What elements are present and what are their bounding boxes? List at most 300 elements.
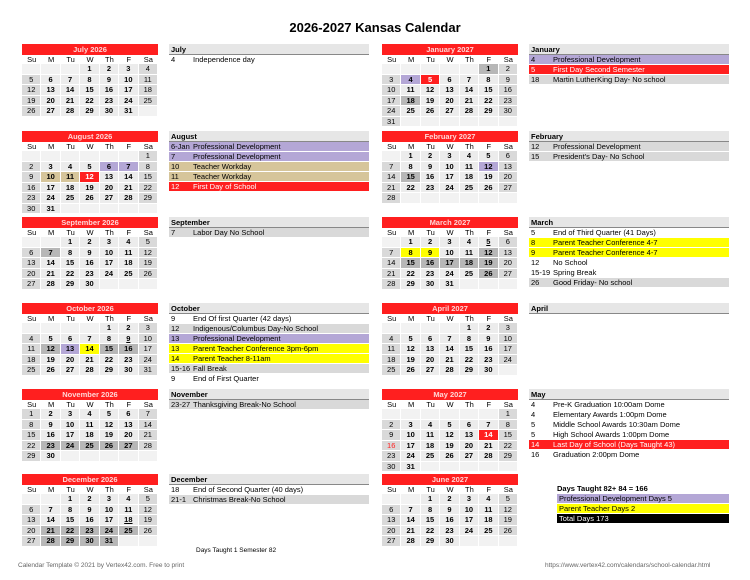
day-cell: 15 (22, 430, 41, 441)
event-text: Elementary Awards 1:00pm Dome (553, 410, 667, 419)
weekday-label: Th (465, 228, 474, 237)
event-date: 7 (171, 152, 176, 161)
day-cell: 21 (401, 526, 420, 537)
event-row (169, 55, 369, 65)
event-text: Christmas Break-No School (193, 495, 286, 504)
month-block (382, 389, 518, 472)
month-block (382, 131, 518, 204)
events-header: February (529, 131, 729, 142)
day-cell: 24 (100, 269, 119, 280)
weekday-label: Su (27, 142, 37, 151)
day-cell: 21 (139, 430, 158, 441)
day-cell: 30 (80, 279, 99, 290)
day-cell: 1 (80, 64, 99, 75)
day-cell: 3 (460, 494, 479, 505)
events-block (169, 389, 369, 410)
weekday-label: Tu (66, 55, 75, 64)
weekday-row (22, 314, 158, 323)
weekday-label: F (486, 485, 492, 494)
month-header: May 2027 (382, 389, 518, 400)
day-cell: 11 (22, 344, 41, 355)
day-cell: 6 (460, 420, 479, 431)
day-cell (421, 117, 440, 128)
day-cell: 15 (139, 172, 158, 183)
day-cell: 24 (41, 193, 60, 204)
day-cell: 17 (382, 96, 401, 107)
weekday-label: F (486, 228, 492, 237)
event-text: Middle School Awards 10:30am Dome (553, 420, 681, 429)
event-row (529, 152, 729, 162)
day-cell: 17 (139, 344, 158, 355)
day-cell: 11 (119, 248, 138, 259)
month-header: August 2026 (22, 131, 158, 142)
event-row (529, 65, 729, 75)
day-cell (479, 279, 498, 290)
day-cell (22, 151, 41, 162)
day-cell: 28 (440, 365, 459, 376)
day-cell: 5 (479, 237, 498, 248)
day-cell: 5 (401, 334, 420, 345)
day-cell: 10 (139, 334, 158, 345)
day-cell: 10 (440, 248, 459, 259)
day-cell: 21 (460, 96, 479, 107)
weekday-label: Tu (426, 142, 435, 151)
month-header: September 2026 (22, 217, 158, 228)
day-cell: 17 (440, 258, 459, 269)
day-cell: 15 (100, 344, 119, 355)
weekday-label: Sa (503, 55, 513, 64)
event-row (169, 354, 369, 364)
day-cell: 19 (479, 172, 498, 183)
day-cell: 14 (41, 258, 60, 269)
day-cell: 18 (479, 515, 498, 526)
day-cell: 10 (460, 505, 479, 516)
day-cell (440, 409, 459, 420)
day-cell: 20 (421, 355, 440, 366)
weekday-label: F (126, 400, 132, 409)
day-cell (421, 193, 440, 204)
day-cell: 29 (421, 536, 440, 547)
day-cell (499, 365, 518, 376)
day-cell: 1 (401, 237, 420, 248)
day-cell: 1 (61, 494, 80, 505)
day-cell: 14 (80, 344, 99, 355)
day-cell (401, 323, 420, 334)
day-cell: 3 (100, 237, 119, 248)
day-cell: 16 (421, 258, 440, 269)
day-cell: 14 (440, 344, 459, 355)
weekday-row (22, 400, 158, 409)
day-cell: 6 (41, 75, 60, 86)
day-cell: 21 (479, 441, 498, 452)
weekday-label: F (486, 314, 492, 323)
event-date: 14 (531, 440, 540, 449)
weekday-label: W (446, 314, 454, 323)
month-block (382, 303, 518, 376)
day-cell: 15 (61, 515, 80, 526)
day-cell: 18 (119, 515, 138, 526)
day-cell: 12 (440, 430, 459, 441)
day-cell: 7 (382, 248, 401, 259)
day-cell: 6 (119, 409, 138, 420)
day-cell: 30 (499, 106, 518, 117)
event-text: President's Day- No School (553, 152, 645, 161)
day-cell: 14 (382, 172, 401, 183)
day-cell: 4 (80, 409, 99, 420)
day-cell (460, 462, 479, 473)
day-cell: 17 (100, 515, 119, 526)
event-row (529, 450, 729, 460)
event-text: Professional Development (193, 334, 281, 343)
day-cell: 27 (22, 279, 41, 290)
day-cell: 6 (499, 237, 518, 248)
day-cell: 7 (80, 334, 99, 345)
weekday-label: W (86, 142, 94, 151)
weekday-label: Th (465, 314, 474, 323)
event-row (169, 172, 369, 182)
day-cell: 2 (499, 64, 518, 75)
day-cell (382, 151, 401, 162)
day-cell: 7 (119, 162, 138, 173)
day-cell (41, 151, 60, 162)
weekday-label: Tu (426, 485, 435, 494)
events-block (529, 44, 729, 85)
event-text: End Of first Quarter (42 days) (193, 314, 292, 323)
weekday-label: F (126, 314, 132, 323)
weekday-label: M (48, 55, 55, 64)
weekday-label: F (486, 400, 492, 409)
day-cell: 25 (22, 365, 41, 376)
day-cell: 30 (119, 365, 138, 376)
day-cell: 25 (139, 96, 158, 107)
summary-title: Days Taught 82+ 84 = 166 (557, 484, 729, 494)
day-cell (460, 409, 479, 420)
day-cell: 19 (401, 355, 420, 366)
weekday-label: W (446, 55, 454, 64)
day-cell: 4 (479, 494, 498, 505)
event-date: 4 (531, 410, 536, 419)
day-cell: 18 (460, 258, 479, 269)
day-cell (100, 204, 119, 215)
day-cell: 4 (61, 162, 80, 173)
event-row (529, 258, 729, 268)
day-cell (460, 64, 479, 75)
event-text: Independence day (193, 55, 255, 64)
day-cell (80, 451, 99, 462)
day-cell: 2 (80, 494, 99, 505)
day-cell: 22 (401, 183, 420, 194)
summary-row: Professional Development Days 5 (557, 494, 729, 504)
month-header: January 2027 (382, 44, 518, 55)
weekday-label: Su (387, 314, 397, 323)
day-cell: 11 (119, 505, 138, 516)
day-cell: 28 (401, 536, 420, 547)
day-cell: 8 (80, 75, 99, 86)
day-cell: 17 (100, 258, 119, 269)
day-cell: 17 (61, 430, 80, 441)
day-cell: 25 (61, 193, 80, 204)
day-cell: 22 (421, 526, 440, 537)
day-cell: 23 (100, 96, 119, 107)
day-cell: 1 (22, 409, 41, 420)
day-cell: 30 (41, 451, 60, 462)
weekday-label: Su (387, 485, 397, 494)
day-cell: 14 (460, 85, 479, 96)
day-cell: 28 (41, 279, 60, 290)
event-text: Indigenous/Columbus Day-No School (193, 324, 319, 333)
event-date: 9 (171, 374, 176, 383)
day-cell: 27 (100, 193, 119, 204)
day-cell: 1 (499, 409, 518, 420)
day-cell: 13 (22, 258, 41, 269)
day-cell: 22 (499, 441, 518, 452)
day-cell (22, 64, 41, 75)
weekday-label: M (48, 228, 55, 237)
day-cell: 16 (22, 183, 41, 194)
event-text: Teacher Workday (193, 162, 252, 171)
day-cell: 20 (440, 96, 459, 107)
day-cell: 5 (139, 237, 158, 248)
day-cell: 24 (440, 183, 459, 194)
day-cell: 30 (479, 365, 498, 376)
day-cell (401, 117, 420, 128)
day-cell: 16 (41, 430, 60, 441)
day-cell (479, 117, 498, 128)
day-cell: 3 (440, 151, 459, 162)
day-cell: 12 (139, 248, 158, 259)
event-text: High School Awards 1:00pm Dome (553, 430, 670, 439)
day-cell: 24 (100, 526, 119, 537)
day-cell: 1 (401, 151, 420, 162)
day-cell: 28 (382, 279, 401, 290)
event-date: 12 (171, 182, 180, 191)
day-cell: 12 (41, 344, 60, 355)
day-cell (479, 409, 498, 420)
day-cell: 20 (22, 269, 41, 280)
weekday-label: Th (105, 485, 114, 494)
footer-left: Calendar Template © 2021 by Vertex42.com. Free to print (18, 562, 185, 569)
month-block (22, 389, 158, 462)
event-date: 26 (531, 278, 540, 287)
day-cell: 20 (22, 526, 41, 537)
day-cell: 8 (401, 162, 420, 173)
day-cell: 3 (41, 162, 60, 173)
event-text: First Day Second Semester (553, 65, 645, 74)
event-text: Professional Development (553, 142, 641, 151)
day-cell: 5 (139, 494, 158, 505)
summary-block (557, 484, 729, 524)
event-row (529, 268, 729, 278)
day-cell (421, 323, 440, 334)
day-cell: 3 (382, 75, 401, 86)
day-cell (499, 462, 518, 473)
weekday-row (382, 55, 518, 64)
day-cell: 8 (100, 334, 119, 345)
event-date: 21-1 (171, 495, 187, 504)
event-date: 12 (531, 258, 540, 267)
weekday-label: Th (105, 228, 114, 237)
day-cell: 16 (499, 85, 518, 96)
day-cell: 22 (460, 355, 479, 366)
event-row (529, 278, 729, 288)
day-cell: 4 (460, 237, 479, 248)
weekday-label: W (86, 400, 94, 409)
day-cell: 8 (460, 334, 479, 345)
day-cell: 11 (460, 162, 479, 173)
weekday-label: W (86, 314, 94, 323)
day-cell: 26 (139, 526, 158, 537)
event-date: 9 (171, 314, 176, 323)
event-text: Professional Development (193, 152, 281, 161)
event-date: 4 (531, 400, 536, 409)
event-date: 7 (171, 228, 176, 237)
events-header: November (169, 389, 369, 400)
day-cell: 11 (479, 505, 498, 516)
day-cell: 13 (460, 430, 479, 441)
day-cell: 24 (61, 441, 80, 452)
events-block (169, 131, 369, 192)
event-date: 11 (171, 172, 179, 181)
day-cell: 10 (401, 430, 420, 441)
weekday-row (22, 228, 158, 237)
day-cell: 13 (382, 515, 401, 526)
day-cell: 30 (421, 279, 440, 290)
month-block (22, 44, 158, 117)
day-cell (499, 193, 518, 204)
day-cell: 30 (440, 536, 459, 547)
day-cell: 10 (61, 420, 80, 431)
day-cell (139, 279, 158, 290)
day-cell: 12 (499, 505, 518, 516)
day-cell (139, 451, 158, 462)
weekday-label: M (408, 314, 415, 323)
day-cell: 24 (440, 269, 459, 280)
day-cell: 7 (41, 248, 60, 259)
day-cell: 18 (401, 96, 420, 107)
day-cell (440, 117, 459, 128)
month-block (382, 474, 518, 547)
weekday-label: W (86, 55, 94, 64)
day-cell (61, 323, 80, 334)
day-cell: 30 (382, 462, 401, 473)
day-cell: 1 (460, 323, 479, 334)
day-cell: 11 (421, 430, 440, 441)
day-cell: 2 (440, 494, 459, 505)
day-cell: 13 (61, 344, 80, 355)
day-cell: 6 (22, 505, 41, 516)
day-cell (382, 323, 401, 334)
day-cell (460, 279, 479, 290)
event-text: Good Friday- No school (553, 278, 633, 287)
day-cell: 27 (22, 536, 41, 547)
day-cell: 17 (401, 441, 420, 452)
day-cell: 28 (80, 365, 99, 376)
event-text: Parent Teacher Conference 4-7 (553, 248, 658, 257)
day-cell: 27 (440, 106, 459, 117)
day-cell: 6 (61, 334, 80, 345)
day-cell: 1 (61, 237, 80, 248)
month-block (22, 303, 158, 376)
day-cell: 25 (460, 269, 479, 280)
day-cell (401, 64, 420, 75)
day-cell: 28 (119, 193, 138, 204)
weekday-label: F (126, 485, 132, 494)
event-text: Spring Break (553, 268, 597, 277)
day-cell: 12 (139, 505, 158, 516)
event-row (169, 344, 369, 354)
events-header: December (169, 474, 369, 485)
day-cell: 8 (421, 505, 440, 516)
day-cell: 7 (139, 409, 158, 420)
day-cell: 26 (479, 269, 498, 280)
weekday-label: M (408, 485, 415, 494)
day-cell: 3 (499, 323, 518, 334)
events-block (169, 474, 369, 505)
weekday-label: Sa (143, 142, 153, 151)
day-cell: 23 (440, 526, 459, 537)
weekday-label: Th (465, 400, 474, 409)
day-cell: 29 (61, 279, 80, 290)
day-cell: 10 (499, 334, 518, 345)
day-cell (479, 193, 498, 204)
day-cell (22, 323, 41, 334)
weekday-label: Su (387, 55, 397, 64)
day-cell (119, 204, 138, 215)
weekday-row (382, 400, 518, 409)
day-cell: 6 (382, 505, 401, 516)
day-cell: 27 (119, 441, 138, 452)
day-cell: 5 (499, 494, 518, 505)
weekday-label: Th (465, 485, 474, 494)
weekday-label: Tu (66, 314, 75, 323)
weekday-label: W (86, 485, 94, 494)
day-cell: 31 (440, 279, 459, 290)
day-cell: 4 (119, 237, 138, 248)
day-cell: 12 (22, 85, 41, 96)
day-cell: 26 (440, 451, 459, 462)
day-cell: 28 (41, 536, 60, 547)
day-cell: 19 (41, 355, 60, 366)
day-cell: 19 (421, 96, 440, 107)
page-title: 2026-2027 Kansas Calendar (289, 20, 461, 35)
day-cell (119, 279, 138, 290)
event-date: 13 (171, 344, 180, 353)
month-header: February 2027 (382, 131, 518, 142)
event-date: 10 (171, 162, 180, 171)
day-cell: 10 (100, 248, 119, 259)
day-cell: 23 (499, 96, 518, 107)
day-cell: 26 (80, 193, 99, 204)
event-row (529, 440, 729, 450)
event-text: Thanksgiving Break-No School (193, 400, 296, 409)
event-row (529, 430, 729, 440)
month-header: July 2026 (22, 44, 158, 55)
day-cell: 14 (61, 85, 80, 96)
day-cell: 25 (119, 526, 138, 537)
day-cell: 2 (80, 237, 99, 248)
event-text: Professional Development (193, 142, 281, 151)
day-cell (421, 409, 440, 420)
weekday-label: W (446, 228, 454, 237)
day-cell: 22 (100, 355, 119, 366)
weekday-label: Su (27, 485, 37, 494)
day-cell: 10 (382, 85, 401, 96)
summary-row: Parent Teacher Days 2 (557, 504, 729, 514)
weekday-label: W (86, 228, 94, 237)
event-text: Martin LutherKing Day- No school (553, 75, 666, 84)
day-cell: 20 (382, 526, 401, 537)
day-cell: 2 (479, 323, 498, 334)
